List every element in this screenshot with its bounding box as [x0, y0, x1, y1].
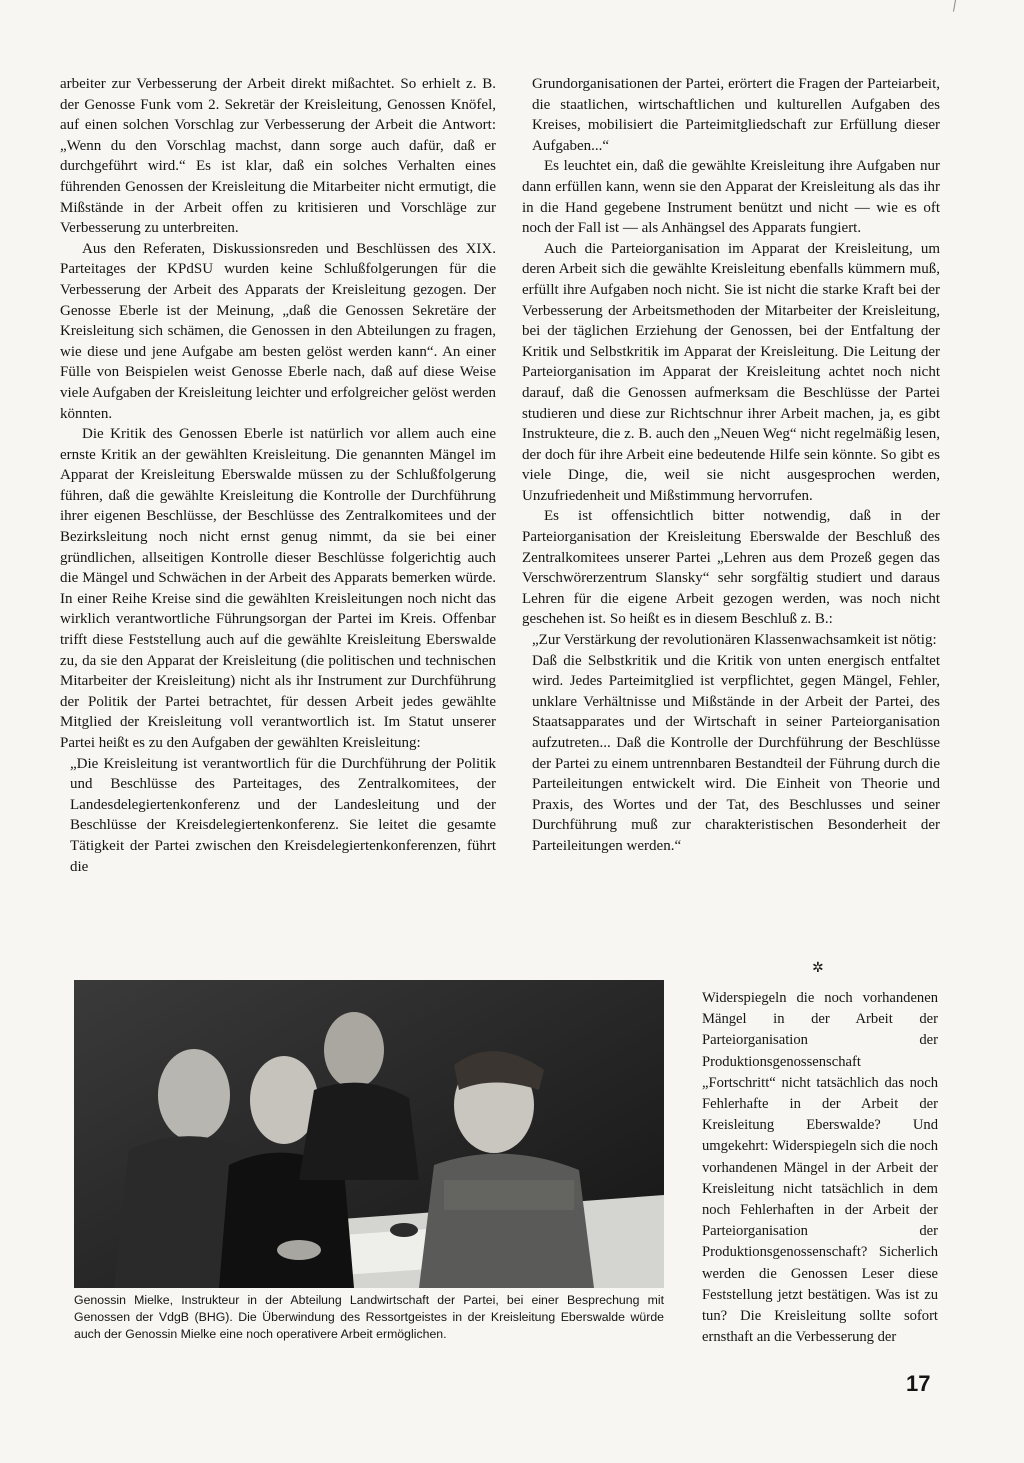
paragraph: arbeiter zur Verbesserung der Arbeit direkt mißachtet. So erhielt z. B. der Genosse Funk vom 2. Sekretär der Kreisleitung, Genossen Knöfel, auf einen solchen Vorschlag zur Verbesserung der Arbeit die Antwort: „Wenn du den Vorschlag machst, dann sorge auch dafür, daß er durchgeführt wird.“ Es ist klar, daß ein solches Verhalten eines führenden Genossen der Kreisleitung die Mitarbeiter nicht ermutigt, die Mißstände in der Arbeit offen zu kritisieren und Vorschläge zur Verbesserung zu unterbreiten.	[60, 76, 496, 237]
quote-paragraph: Grundorganisationen der Partei, erörtert die Fragen der Parteiarbeit, die staatlichen, wirtschaftlichen und kulturellen Aufgaben des Kreises, mobilisiert die Parteimitgliedschaft zur Erfüllung dieser Aufgaben...“	[532, 76, 940, 154]
section-separator-icon: ✲	[812, 961, 824, 976]
corner-mark	[953, 0, 960, 12]
quote-paragraph: Daß die Selbstkritik und die Kritik von unten energisch entfaltet wird. Jedes Parteimitglied ist verpflichtet, gegen Mängel, Fehler, unklare Verhältnisse und Mißstände in der Arbeit der Partei, des Staatsapparates und der Wirtschaft in seiner Parteiorganisation aufzutreten... Daß die Kontrolle der Durchführung der Beschlüsse der Partei zu einem untrennbaren Bestandteil der Führung durch die Parteileitungen entwickelt wird. Die Einheit von Theorie und Praxis, des Wortes und der Tat, des Beschlusses und seiner Durchführung muß zur charakteristischen Besonderheit der Parteileitungen werden.“	[532, 652, 940, 854]
side-column	[702, 988, 938, 1348]
photo-caption: Genossin Mielke, Instrukteur in der Abteilung Landwirtschaft der Partei, bei einer Besprechung mit Genossen der VdgB (BHG). Die Überwindung des Ressortgeistes in der Kreisleitung Eberswalde würde auch der Genossin Mielke eine noch operativere Arbeit ermöglichen.	[74, 1293, 664, 1341]
left-column	[60, 74, 496, 877]
quote-paragraph: „Zur Verstärkung der revolutionären Klassenwachsamkeit ist nötig:	[532, 632, 937, 649]
paragraph: Die Kritik des Genossen Eberle ist natürlich vor allem auch eine ernste Kritik an der gewählten Kreisleitung. Die genannten Mängel im Apparat der Kreisleitung Eberswalde müssen zu der Schlußfolgerung führen, daß die gewählte Kreisleitung die Kontrolle der Durchführung ihrer eigenen Beschlüsse, der Beschlüsse des Zentralkomitees und der Bezirksleitung noch nicht ernst genug nimmt, da sie bei einer gründlichen, allseitigen Kontrolle dieser Beschlüsse folgerichtig auch die Mängel und Schwächen in der Arbeit des Apparats bemerken würde. In einer Reihe Kreise sind die gewählten Kreisleitungen noch nicht das wirklich verantwortliche Führungsorgan der Partei im Kreis. Offenbar trifft diese Feststellung auch auf die gewählte Kreisleitung Eberswalde zu, da sie den Apparat der Kreisleitung (die politischen und technischen Mitarbeiter der Kreisleitung) nicht als ihr Instrument zur Durchführung der Politik der Partei betrachtet, für dessen Arbeit jedes gewählte Mitglied der Kreisleitung voll verantwortlich ist. Im Statut unserer Partei heißt es zu den Aufgaben der gewählten Kreisleitung:	[60, 426, 496, 751]
quote-paragraph: „Die Kreisleitung ist verantwortlich für die Durchführung der Politik und Beschlüsse des Parteitages, des Zentralkomitees, der Landesdelegiertenkonferenz und der Landesleitung und der Beschlüsse der Kreisdelegiertenkonferenz. Sie leitet die gesamte Tätigkeit der Partei zwischen den Kreisdelegiertenkonferenzen, führt die	[70, 755, 496, 875]
paragraph: Aus den Referaten, Diskussionsreden und Beschlüssen des XIX. Parteitages der KPdSU wurden keine Schlußfolgerungen für die Verbesserung der Arbeit des Apparats der Kreisleitung gezogen. Der Genosse Eberle ist der Meinung, „daß die Genossen Sekretäre der Kreisleitung sich schämen, die Genossen in den Abteilungen zu fragen, wie diese und jene Aufgabe am besten gelöst werden kann“. An einer Fülle von Beispielen weist Genosse Eberle nach, daß auf diese Weise viele Aufgaben der Kreisleitung leichter und erfolgreicher gelöst werden könnten.	[60, 240, 496, 422]
paragraph: Widerspiegeln die noch vorhandenen Mängel in der Arbeit der Parteiorganisation der Produktionsgenossenschaft „Fortschritt“ nicht tatsächlich das noch Fehlerhafte in der Arbeit der Kreisleitung Eberswalde? Und umgekehrt: Widerspiegeln sich die noch vorhandenen Mängel in der Arbeit der Kreisleitung nicht tatsächlich in dem noch Fehlerhaften in der Arbeit der Parteiorganisation der Produktionsgenossenschaft? Sicherlich werden die Genossen Leser diese Feststellung jetzt bestätigen. Was ist zu tun? Die Kreisleitung sollte sofort ernsthaft an die Verbesserung der	[702, 990, 938, 1346]
paragraph: Es leuchtet ein, daß die gewählte Kreisleitung ihre Aufgaben nur dann erfüllen kann, wenn sie den Apparat der Kreisleitung als das ihr in die Hand gegebene Instrument benützt und nicht — wie es oft noch der Fall ist — als Anhängsel des Apparats fungiert.	[522, 158, 940, 237]
paragraph: Es ist offensichtlich bitter notwendig, daß in der Parteiorganisation der Kreisleitung Eberswalde der Beschluß des Zentralkomitees unserer Partei „Lehren aus dem Prozeß gegen das Verschwörerzentrum Slansky“ sehr sorgfältig studiert und daraus Lehren für die eigene Arbeit gezogen werden, was noch nicht geschehen ist. So heißt es in diesem Beschluß z. B.:	[522, 508, 940, 628]
right-column	[522, 74, 940, 857]
page-number: 17	[906, 1371, 931, 1396]
photograph	[74, 980, 664, 1288]
paragraph: Auch die Parteiorganisation im Apparat der Kreisleitung, um deren Arbeit sich die gewählte Kreisleitung ebenfalls kümmern muß, erfüllt ihre Aufgaben noch nicht. Sie ist nicht die starke Kraft bei der Verbesserung der Arbeitsmethoden der Mitarbeiter der Kreisleitung, bei der täglichen Erziehung der Genossen, bei der Entfaltung der Kritik und Selbstkritik im Apparat der Kreisleitung. Die Leitung der Parteiorganisation im Apparat der Kreisleitung achtet noch nicht darauf, daß die Genossen aufmerksam die Beschlüsse der Partei studieren und diese zur Richtschnur ihrer Arbeit machen, ja, es gibt Instrukteure, die z. B. auch den „Neuen Weg“ nicht regelmäßig lesen, der doch für ihre Arbeit eine bedeutende Hilfe sein könnte. So gibt es viele Dinge, die, weil sie nicht ausgesprochen werden, Unzufriedenheit und Mißstimmung hervorrufen.	[522, 240, 940, 504]
